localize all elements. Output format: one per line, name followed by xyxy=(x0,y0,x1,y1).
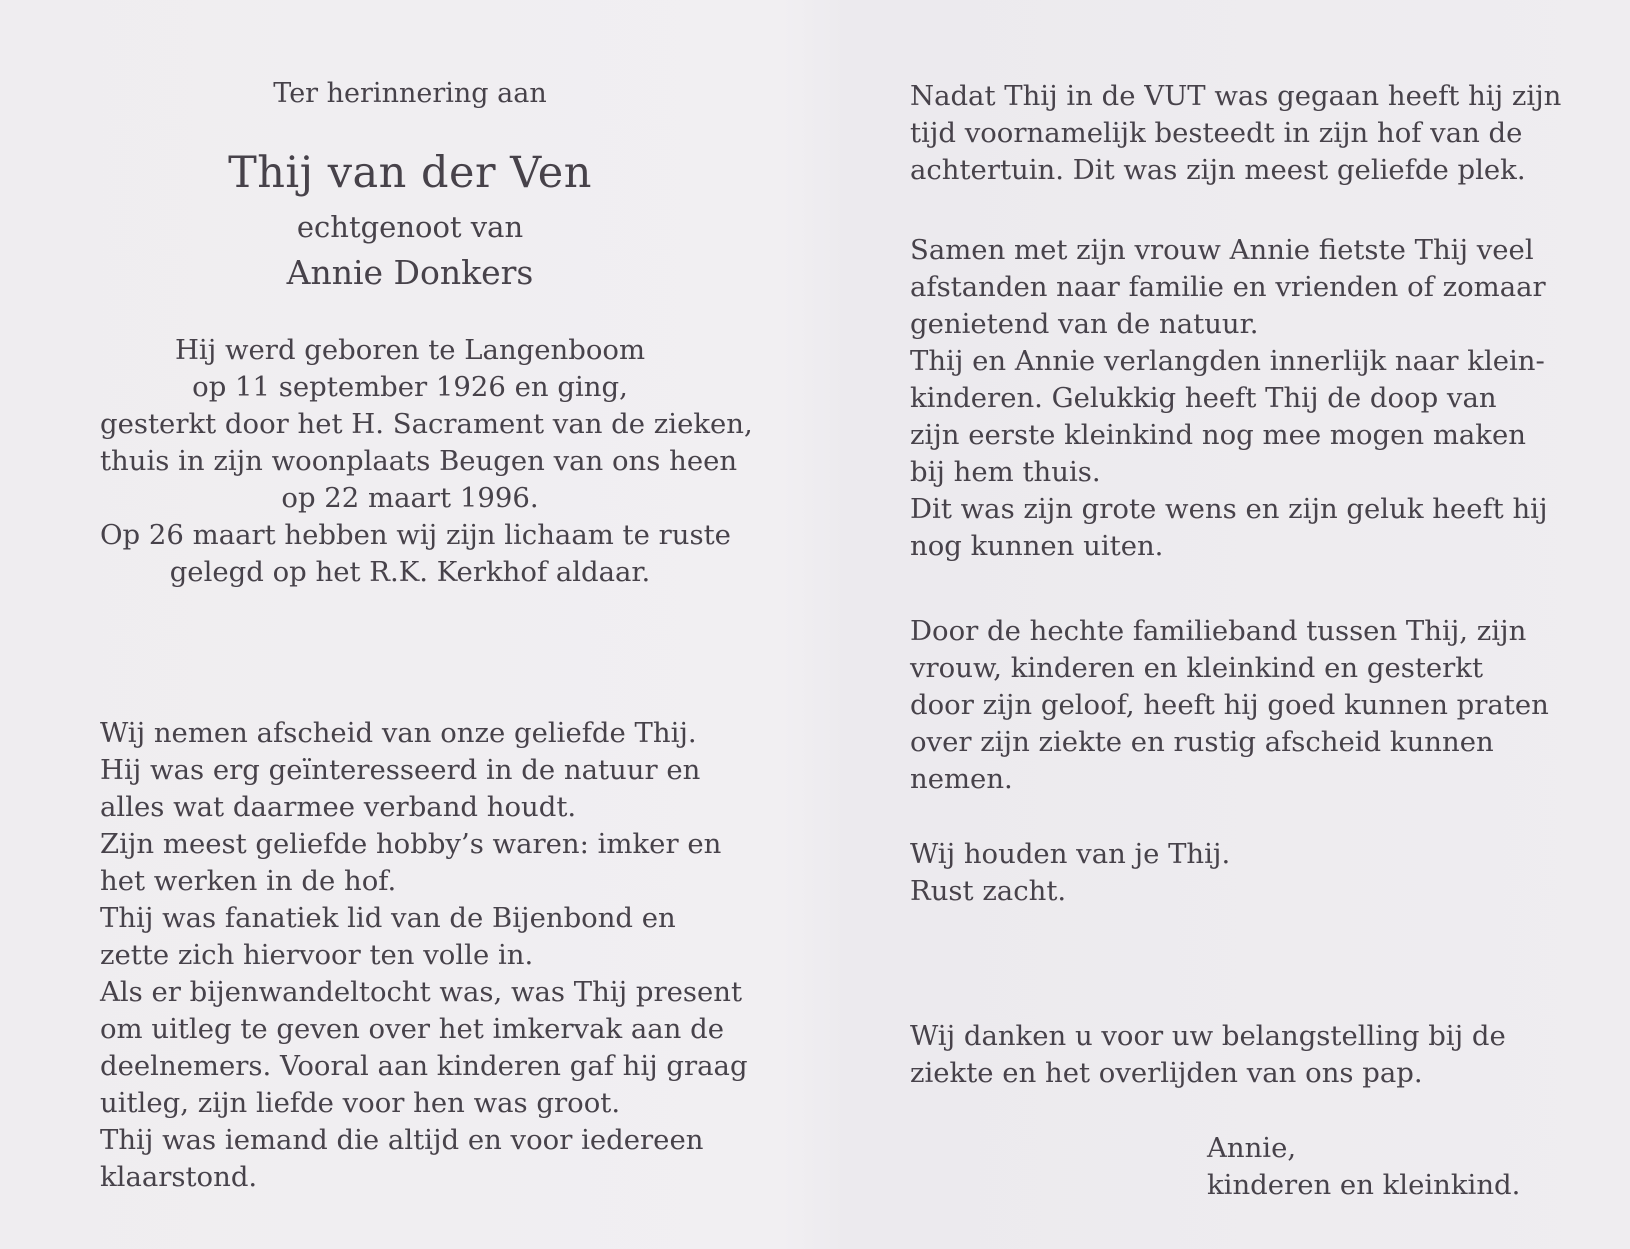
text-line: Nadat Thij in de VUT was gegaan heeft hij zijn xyxy=(910,80,1562,112)
bio-line: thuis in zijn woonplaats Beugen van ons heen xyxy=(100,445,738,477)
bio-line: op 22 maart 1996. xyxy=(281,482,539,514)
text-line: Samen met zijn vrouw Annie fietste Thij veel xyxy=(910,234,1534,266)
life-story xyxy=(100,715,820,1196)
spouse-name: Annie Donkers xyxy=(286,253,534,292)
bio-line: gelegd op het R.K. Kerkhof aldaar. xyxy=(169,556,651,588)
intro-text: Ter herinnering aan xyxy=(273,78,547,109)
text-line: ziekte en het overlijden van ons pap. xyxy=(910,1057,1423,1089)
story-line: klaarstond. xyxy=(100,1161,258,1193)
retirement-paragraph xyxy=(910,78,1590,189)
text-line: Wij houden van je Thij. xyxy=(910,838,1231,870)
thanks-paragraph xyxy=(910,1018,1590,1092)
signature-line: kinderen en kleinkind. xyxy=(1207,1169,1521,1201)
text-line: nemen. xyxy=(910,763,1013,795)
farewell-paragraph xyxy=(910,836,1590,910)
story-line: Wij nemen afscheid van onze geliefde Thij. xyxy=(100,717,697,749)
text-line: kinderen. Gelukkig heeft Thij de doop van xyxy=(910,382,1497,414)
text-line: Rust zacht. xyxy=(910,875,1067,907)
deceased-name: Thij van der Ven xyxy=(228,148,592,198)
text-line: Thij en Annie verlangden innerlijk naar klein- xyxy=(910,345,1545,377)
text-line: afstanden naar familie en vrienden of zomaar xyxy=(910,271,1546,303)
bio-line: gesterkt door het H. Sacrament van de zieken, xyxy=(100,408,753,440)
story-line: deelnemers. Vooral aan kinderen gaf hij graag xyxy=(100,1050,748,1082)
story-line: om uitleg te geven over het imkervak aan de xyxy=(100,1013,725,1045)
text-line: zijn eerste kleinkind nog mee mogen maken xyxy=(910,419,1526,451)
text-line: achtertuin. Dit was zijn meest geliefde plek. xyxy=(910,154,1526,186)
story-line: Hij was erg geïnteresseerd in de natuur en xyxy=(100,754,701,786)
text-line: vrouw, kinderen en kleinkind en gesterkt xyxy=(910,652,1484,684)
bio-line: Op 26 maart hebben wij zijn lichaam te ruste xyxy=(100,519,731,551)
text-line: Dit was zijn grote wens en zijn geluk heeft hij xyxy=(910,493,1548,525)
biography xyxy=(100,332,753,591)
illness-paragraph xyxy=(910,613,1590,798)
text-line: tijd voornamelijk besteedt in zijn hof van de xyxy=(910,117,1523,149)
text-line: genietend van de natuur. xyxy=(910,308,1259,340)
text-line: door zijn geloof, heeft hij goed kunnen praten xyxy=(910,689,1549,721)
family-paragraph xyxy=(910,232,1590,565)
story-line: uitleg, zijn liefde voor hen was groot. xyxy=(100,1087,621,1119)
story-line: zette zich hiervoor ten volle in. xyxy=(100,939,534,971)
signature-line: Annie, xyxy=(1207,1132,1297,1164)
story-line: alles wat daarmee verband houdt. xyxy=(100,791,577,823)
text-line: Door de hechte familieband tussen Thij, zijn xyxy=(910,615,1527,647)
story-line: Thij was iemand die altijd en voor iedereen xyxy=(100,1124,704,1156)
story-line: Zijn meest geliefde hobby’s waren: imker en xyxy=(100,828,722,860)
story-line: het werken in de hof. xyxy=(100,865,397,897)
signature-block xyxy=(1207,1130,1587,1204)
story-line: Thij was fanatiek lid van de Bijenbond en xyxy=(100,902,676,934)
bio-line: op 11 september 1926 en ging, xyxy=(192,371,628,403)
text-line: Wij danken u voor uw belangstelling bij de xyxy=(910,1020,1506,1052)
text-line: bij hem thuis. xyxy=(910,456,1101,488)
bio-line: Hij werd geboren te Langenboom xyxy=(174,334,646,366)
text-line: over zijn ziekte en rustig afscheid kunnen xyxy=(910,726,1494,758)
spouse-label: echtgenoot van xyxy=(296,210,524,244)
story-line: Als er bijenwandeltocht was, was Thij present xyxy=(100,976,743,1008)
text-line: nog kunnen uiten. xyxy=(910,530,1164,562)
